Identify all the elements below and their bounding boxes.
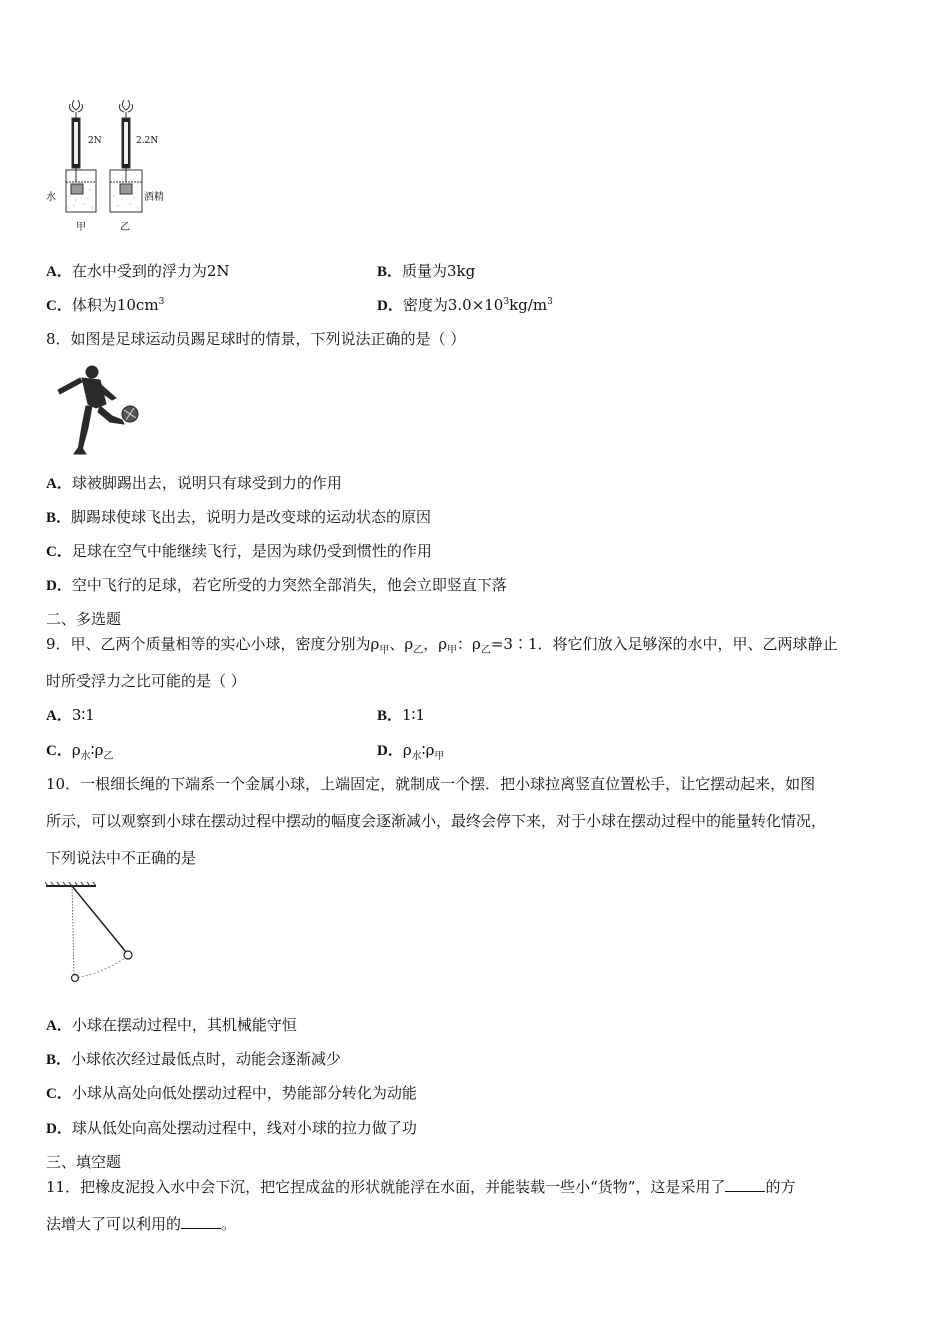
spring-scale-figure [44, 96, 174, 236]
q8-option-b: B．脚踢球使球飞出去，说明力是改变球的运动状态的原因 [46, 508, 432, 526]
section-heading-multiple-choice: 二、多选题 [46, 610, 122, 628]
left-reading: 2N [88, 136, 102, 146]
q8-stem: 8．如图是足球运动员踢足球时的情景，下列说法正确的是（ ） [46, 330, 466, 348]
q10-option-a: A．小球在摆动过程中，其机械能守恒 [46, 1016, 297, 1034]
left-liquid-label: 水 [46, 192, 56, 203]
q9-option-d: D．$\rho_水∶\rho_甲$ [377, 741, 445, 762]
q10-option-d: D．球从低处向高处摆动过程中，线对小球的拉力做了功 [46, 1119, 417, 1137]
q9-stem-line2: 时所受浮力之比可能的是（ ） [46, 672, 246, 690]
q7-option-d: D．密度为$3.0\times 10^3kg/m^3$ [377, 296, 553, 314]
q11-line1: 11．把橡皮泥投入水中会下沉，把它捏成盆的形状就能浮在水面，并能装载一些小“货物”，这是采用了 的方 [46, 1178, 796, 1196]
q9-option-a: A．3∶1 [46, 706, 95, 724]
right-beaker-label: 乙 [120, 222, 130, 233]
q8-option-a: A．球被脚踢出去，说明只有球受到力的作用 [46, 474, 342, 492]
q11-line2: 法增大了可以利用的 。 [46, 1215, 237, 1233]
q7-option-b: B．质量为3kg [377, 262, 476, 280]
q8-option-d: D．空中飞行的足球，若它所受的力突然全部消失，他会立即竖直下落 [46, 576, 507, 594]
q8-option-c: C．足球在空气中能继续飞行，是因为球仍受到惯性的作用 [46, 542, 432, 560]
q7-option-c: C．体积为$10cm^3$ [46, 296, 165, 314]
q10-option-c: C．小球从高处向低处摆动过程中，势能部分转化为动能 [46, 1084, 417, 1102]
q7-option-a: A．在水中受到的浮力为2N [46, 262, 230, 280]
q11-blank-1[interactable] [725, 1177, 765, 1192]
q11-blank-2[interactable] [181, 1214, 221, 1229]
q10-option-b: B．小球依次经过最低点时，动能会逐渐减少 [46, 1050, 342, 1068]
q9-option-c: C．$\rho_水∶\rho_乙$ [46, 741, 114, 762]
soccer-player-figure [52, 364, 142, 456]
q10-stem-line1: 10．一根细长绳的下端系一个金属小球，上端固定，就制成一个摆．把小球拉离竖直位置松手，让它摆动起来，如图 [46, 775, 816, 793]
q10-stem-line3: 下列说法中不正确的是 [46, 849, 197, 867]
q10-stem-line2: 所示，可以观察到小球在摆动过程中摆动的幅度会逐渐减小，最终会停下来，对于小球在摆动过程中的能量转化情况， [46, 812, 827, 830]
q9-option-b: B．1∶1 [377, 706, 426, 724]
section-heading-fill-blank: 三、填空题 [46, 1153, 122, 1171]
q9-stem-line1: 9．甲、乙两个质量相等的实心小球，密度分别为$\rho_甲$、$\rho_乙$，$\rho_甲$：$\rho_乙=3∶1$．将它们放入足够深的水中，甲、乙两球静止 [46, 635, 838, 656]
pendulum-figure [44, 880, 144, 984]
right-liquid-label: 酒精 [144, 192, 164, 203]
right-reading: 2.2N [136, 136, 159, 146]
left-beaker-label: 甲 [76, 222, 86, 233]
